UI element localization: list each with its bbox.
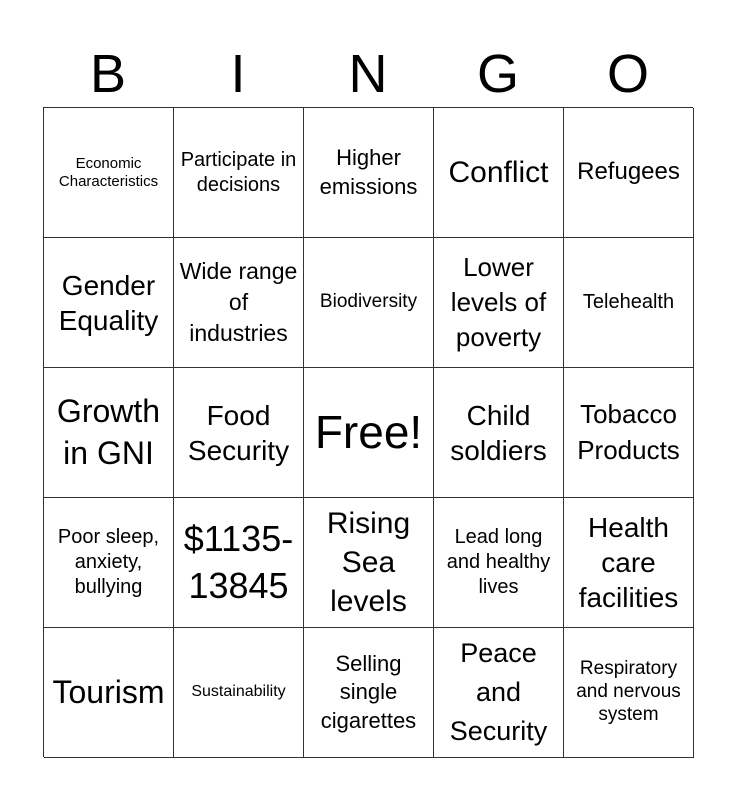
bingo-cell[interactable]: $1135-13845 [174, 498, 304, 628]
bingo-cell[interactable]: Rising Sea levels [304, 498, 434, 628]
header-letter-b: B [89, 44, 127, 104]
bingo-cell[interactable]: Refugees [564, 108, 694, 238]
free-space[interactable]: Free! [304, 368, 434, 498]
bingo-board [43, 107, 693, 757]
bingo-cell[interactable]: Tourism [44, 628, 174, 758]
bingo-header [43, 40, 693, 108]
bingo-cell[interactable]: Economic Characteristics [44, 108, 174, 238]
bingo-cell[interactable]: Growth in GNI [44, 368, 174, 498]
bingo-cell[interactable]: Telehealth [564, 238, 694, 368]
bingo-cell[interactable]: Conflict [434, 108, 564, 238]
header-letter-i: I [230, 44, 246, 104]
bingo-cell[interactable]: Higher emissions [304, 108, 434, 238]
header-letter-o: O [606, 44, 649, 104]
bingo-cell[interactable]: Biodiversity [304, 238, 434, 368]
bingo-cell[interactable]: Sustainability [174, 628, 304, 758]
bingo-cell[interactable]: Participate in decisions [174, 108, 304, 238]
bingo-cell[interactable]: Respiratory and nervous system [564, 628, 694, 758]
bingo-cell[interactable]: Gender Equality [44, 238, 174, 368]
bingo-cell[interactable]: Lead long and healthy lives [434, 498, 564, 628]
bingo-cell[interactable]: Food Security [174, 368, 304, 498]
bingo-cell[interactable]: Selling single cigarettes [304, 628, 434, 758]
bingo-cell[interactable]: Peace and Security [434, 628, 564, 758]
bingo-cell[interactable]: Child soldiers [434, 368, 564, 498]
bingo-cell[interactable]: Health care facilities [564, 498, 694, 628]
bingo-cell[interactable]: Poor sleep, anxiety, bullying [44, 498, 174, 628]
header-letter-n: N [348, 44, 388, 104]
bingo-cell[interactable]: Lower levels of poverty [434, 238, 564, 368]
header-letter-g: G [476, 44, 519, 104]
bingo-cell[interactable]: Tobacco Products [564, 368, 694, 498]
bingo-cell[interactable]: Wide range of industries [174, 238, 304, 368]
